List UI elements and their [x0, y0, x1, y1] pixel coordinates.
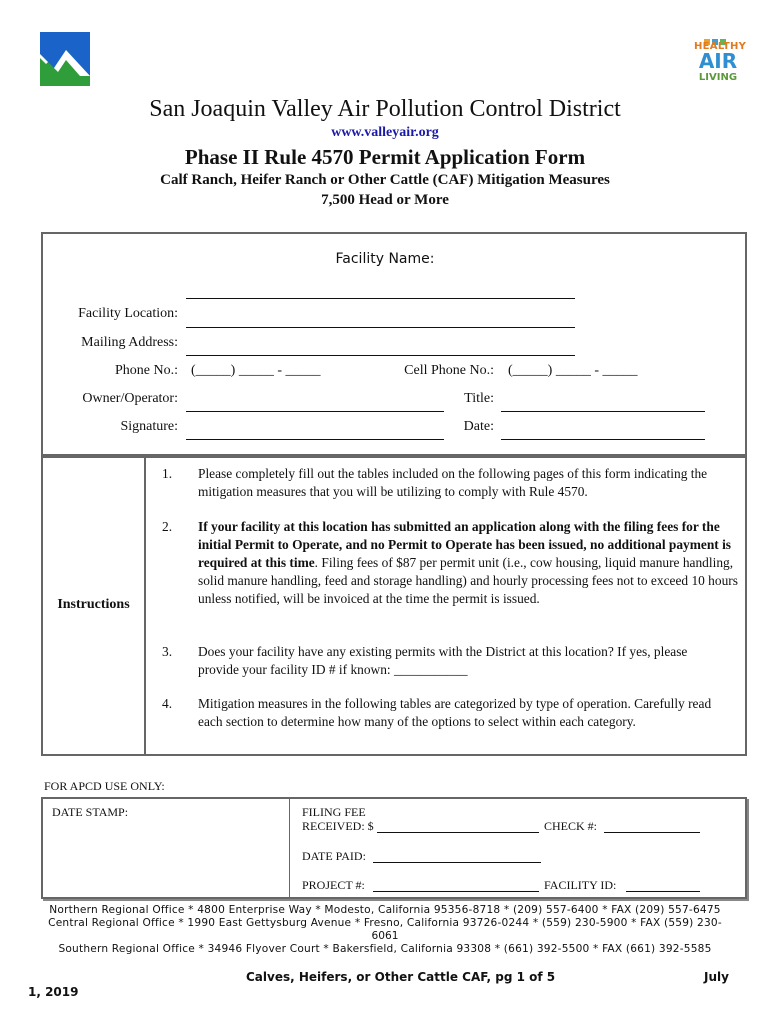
date-paid-label: DATE PAID:	[302, 849, 366, 863]
office-central-2: 6061	[371, 930, 399, 942]
healthy-air-living-logo	[690, 32, 746, 86]
instruction-2-num: 2.	[162, 519, 173, 534]
instruction-3-num: 3.	[162, 644, 173, 659]
title-label: Title:	[464, 391, 494, 406]
title-field[interactable]	[501, 411, 705, 412]
instruction-2-text	[198, 518, 743, 608]
mailing-address-label: Mailing Address:	[81, 335, 178, 350]
project-field[interactable]	[373, 891, 539, 892]
facility-name-label: Facility Name:	[335, 251, 435, 267]
owner-operator-label: Owner/Operator:	[82, 391, 178, 406]
mailing-address-field[interactable]	[186, 355, 575, 356]
office-central-1: Central Regional Office * 1990 East Gettysburg Avenue * Fresno, California 93726-0244 * (559) 230-5900 * FAX (559) 230-	[48, 917, 722, 929]
apcd-use-heading: FOR APCD USE ONLY:	[44, 779, 165, 793]
cell-phone-field[interactable]: (_____) _____ - _____	[508, 363, 638, 378]
facility-id-field[interactable]	[626, 891, 700, 892]
instruction-2-bold: If your facility at this location has submitted an application along with the filing fees for the initial Permit to Operate, and no Permit to Operate has been issued, no additional payment is required at this time	[198, 519, 732, 570]
received-field[interactable]	[377, 832, 539, 833]
date-label: Date:	[463, 419, 494, 434]
owner-operator-field[interactable]	[186, 411, 444, 412]
website-link[interactable]: www.valleyair.org	[331, 125, 439, 140]
signature-field[interactable]	[186, 439, 444, 440]
filing-fee-label: FILING FEE	[302, 805, 366, 819]
facility-location-field[interactable]	[186, 327, 575, 328]
date-paid-field[interactable]	[373, 862, 541, 863]
logo-line-air: AIR	[698, 49, 738, 73]
facility-id-label: FACILITY ID:	[544, 878, 617, 892]
office-north: Northern Regional Office * 4800 Enterprise Way * Modesto, California 95356-8718 * (209) 557-6400 * FAX (209) 557-6475	[49, 904, 721, 916]
apcd-box	[41, 797, 747, 899]
form-subtitle-line1: Calf Ranch, Heifer Ranch or Other Cattle (CAF) Mitigation Measures	[160, 172, 610, 188]
phone-field[interactable]: (_____) _____ - _____	[191, 363, 321, 378]
date-part2: 1, 2019	[28, 985, 79, 999]
received-label: RECEIVED: $	[302, 819, 374, 833]
facility-name-field[interactable]	[186, 298, 575, 299]
facility-location-label: Facility Location:	[78, 306, 178, 321]
apcd-divider	[289, 799, 290, 897]
date-stamp-label: DATE STAMP:	[52, 805, 129, 819]
form-subtitle-line2: 7,500 Head or More	[321, 192, 449, 208]
logo-line-healthy: HEALTHY	[694, 41, 747, 52]
instruction-3-text: Does your facility have any existing permits with the District at this location? If yes, please provide your facility ID # if known: ___________	[198, 644, 688, 677]
logo-line-living: LIVING	[698, 72, 738, 83]
instruction-4-text: Mitigation measures in the following tables are categorized by type of operation. Carefully read each section to determine how many of the options to select within each category.	[198, 696, 712, 729]
date-field[interactable]	[501, 439, 705, 440]
date-part1: July	[704, 970, 729, 984]
phone-label: Phone No.:	[115, 363, 178, 378]
instruction-4-num: 4.	[162, 696, 173, 711]
project-label: PROJECT #:	[302, 878, 365, 892]
check-label: CHECK #:	[544, 819, 598, 833]
district-logo	[40, 32, 90, 86]
instruction-2-rest: . Filing fees of $87 per permit unit (i.e., cow housing, liquid manure handling, solid manure handling, feed and storage handling) and hourly processing fees not to exceed 10 hours unless notified, will be invoiced at the time the permit is issued.	[198, 555, 738, 606]
signature-label: Signature:	[120, 419, 178, 434]
instruction-1-num: 1.	[162, 466, 173, 481]
cell-phone-label: Cell Phone No.:	[404, 363, 494, 378]
instructions-heading: Instructions	[57, 597, 130, 612]
page-caption: Calves, Heifers, or Other Cattle CAF, pg 1 of 5	[246, 970, 556, 984]
district-name: San Joaquin Valley Air Pollution Control District	[149, 96, 621, 122]
instruction-1-text: Please completely fill out the tables included on the following pages of this form indicating the mitigation measures that you will be utilizing to comply with Rule 4570.	[198, 466, 708, 499]
instructions-divider	[144, 456, 146, 756]
check-field[interactable]	[604, 832, 700, 833]
form-title: Phase II Rule 4570 Permit Application Form	[184, 145, 586, 169]
office-south: Southern Regional Office * 34946 Flyover Court * Bakersfield, California 93308 * (661) 392-5500 * FAX (661) 392-5585	[58, 943, 712, 955]
